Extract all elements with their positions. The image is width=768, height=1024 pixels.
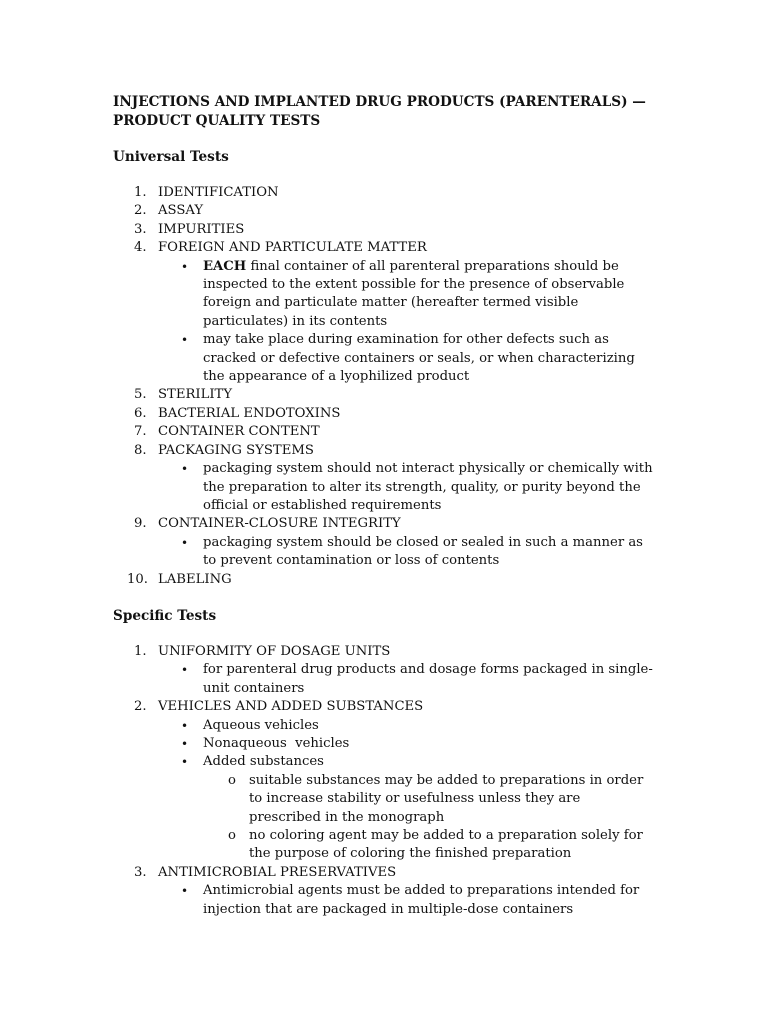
bullet-marker: • — [181, 663, 189, 678]
item-label: VEHICLES AND ADDED SUBSTANCES — [158, 699, 424, 715]
item-label: CONTAINER-CLOSURE INTEGRITY — [158, 516, 401, 532]
item-number: 7. — [134, 424, 147, 440]
bullet-list — [158, 460, 673, 515]
bullet-text: packaging system should not interact physically or chemically with the preparation to alter its strength, quality, or purity beyond the official or established requirements — [203, 461, 653, 513]
bullet-item — [158, 882, 673, 919]
list-item — [113, 423, 673, 441]
list-item — [113, 405, 673, 423]
bullet-text: Aqueous vehicles — [203, 717, 319, 733]
sub-bullet-marker: o — [228, 772, 236, 788]
specific-tests-list — [113, 643, 673, 919]
bullet-list — [158, 882, 673, 919]
item-label: FOREIGN AND PARTICULATE MATTER — [158, 240, 427, 256]
universal-tests-list — [113, 184, 673, 589]
bullet-marker: • — [181, 718, 189, 733]
item-label: BACTERIAL ENDOTOXINS — [158, 405, 341, 421]
bullet-marker: • — [181, 535, 189, 550]
sub-bullet-item — [158, 772, 673, 827]
emphasis-each: EACH — [203, 258, 247, 274]
item-number: 10. — [127, 571, 148, 587]
specific-tests-heading: Specific Tests — [113, 608, 217, 624]
bullet-text: Nonaqueous vehicles — [203, 736, 350, 752]
sub-bullet-text: no coloring agent may be added to a preparation solely for the purpose of coloring the finished preparation — [249, 828, 643, 862]
universal-tests-heading: Universal Tests — [113, 149, 229, 165]
item-number: 2. — [134, 203, 147, 219]
document-title: INJECTIONS AND IMPLANTED DRUG PRODUCTS (PARENTERALS) —PRODUCT QUALITY TESTS — [113, 94, 646, 129]
list-item — [113, 202, 673, 220]
bullet-text: final container of all parenteral preparations should be inspected to the extent possible for the presence of observable foreign and particulate matter (hereafter termed visible particulates) in its contents — [203, 258, 625, 329]
item-number: 8. — [134, 442, 147, 458]
bullet-marker: • — [181, 884, 189, 899]
item-number: 5. — [134, 387, 147, 403]
item-number: 3. — [134, 864, 147, 880]
list-item — [113, 442, 673, 516]
item-number: 6. — [134, 405, 147, 421]
list-item — [113, 239, 673, 386]
sub-bullet-list — [158, 772, 673, 864]
sub-bullet-item — [158, 827, 673, 864]
item-number: 4. — [134, 240, 147, 256]
bullet-marker: • — [181, 755, 189, 770]
bullet-text: packaging system should be closed or sealed in such a manner as to prevent contamination or loss of contents — [203, 534, 643, 569]
list-item — [113, 386, 673, 404]
bullet-item — [158, 661, 673, 698]
item-label: CONTAINER CONTENT — [158, 424, 320, 440]
sub-bullet-text: suitable substances may be added to preparations in order to increase stability or usefulness unless they are prescribed in the monograph — [249, 772, 644, 825]
bullet-text: Antimicrobial agents must be added to preparations intended for injection that are packaged in multiple-dose containers — [203, 883, 640, 917]
item-label: ANTIMICROBIAL PRESERVATIVES — [158, 864, 397, 880]
bullet-item — [158, 717, 673, 735]
bullet-item — [158, 534, 673, 571]
item-number: 9. — [134, 516, 147, 532]
list-item — [113, 571, 673, 589]
list-item — [113, 184, 673, 202]
bullet-list — [158, 717, 673, 772]
list-item — [113, 221, 673, 239]
bullet-marker: • — [181, 259, 189, 274]
bullet-list — [158, 661, 673, 698]
bullet-text: may take place during examination for other defects such as cracked or defective containers or seals, or when characterizing the appearance of a lyophilized product — [203, 332, 635, 385]
bullet-item — [158, 753, 673, 771]
item-label: STERILITY — [158, 387, 233, 403]
item-label: IDENTIFICATION — [158, 185, 279, 200]
sub-bullet-marker: o — [228, 828, 236, 844]
item-label: IMPURITIES — [158, 221, 245, 237]
bullet-item — [158, 460, 673, 515]
bullet-marker: • — [181, 737, 189, 752]
item-label: PACKAGING SYSTEMS — [158, 442, 314, 458]
list-item — [113, 698, 673, 864]
bullet-text: Added substances — [203, 754, 324, 770]
bullet-item — [158, 258, 673, 332]
bullet-item — [158, 331, 673, 386]
bullet-item — [158, 735, 673, 753]
bullet-marker: • — [181, 462, 189, 477]
list-item — [113, 864, 673, 919]
bullet-text: for parenteral drug products and dosage forms packaged in single-unit containers — [203, 662, 653, 696]
bullet-list — [158, 258, 673, 387]
item-number: 1. — [134, 644, 147, 659]
item-number: 3. — [134, 221, 147, 237]
list-item — [113, 643, 673, 698]
item-label: LABELING — [158, 571, 232, 587]
item-number: 1. — [134, 185, 147, 200]
item-number: 2. — [134, 699, 147, 715]
bullet-marker: • — [181, 333, 189, 348]
item-label: UNIFORMITY OF DOSAGE UNITS — [158, 644, 391, 659]
bullet-list — [158, 534, 673, 571]
list-item — [113, 515, 673, 570]
item-label: ASSAY — [158, 203, 204, 219]
